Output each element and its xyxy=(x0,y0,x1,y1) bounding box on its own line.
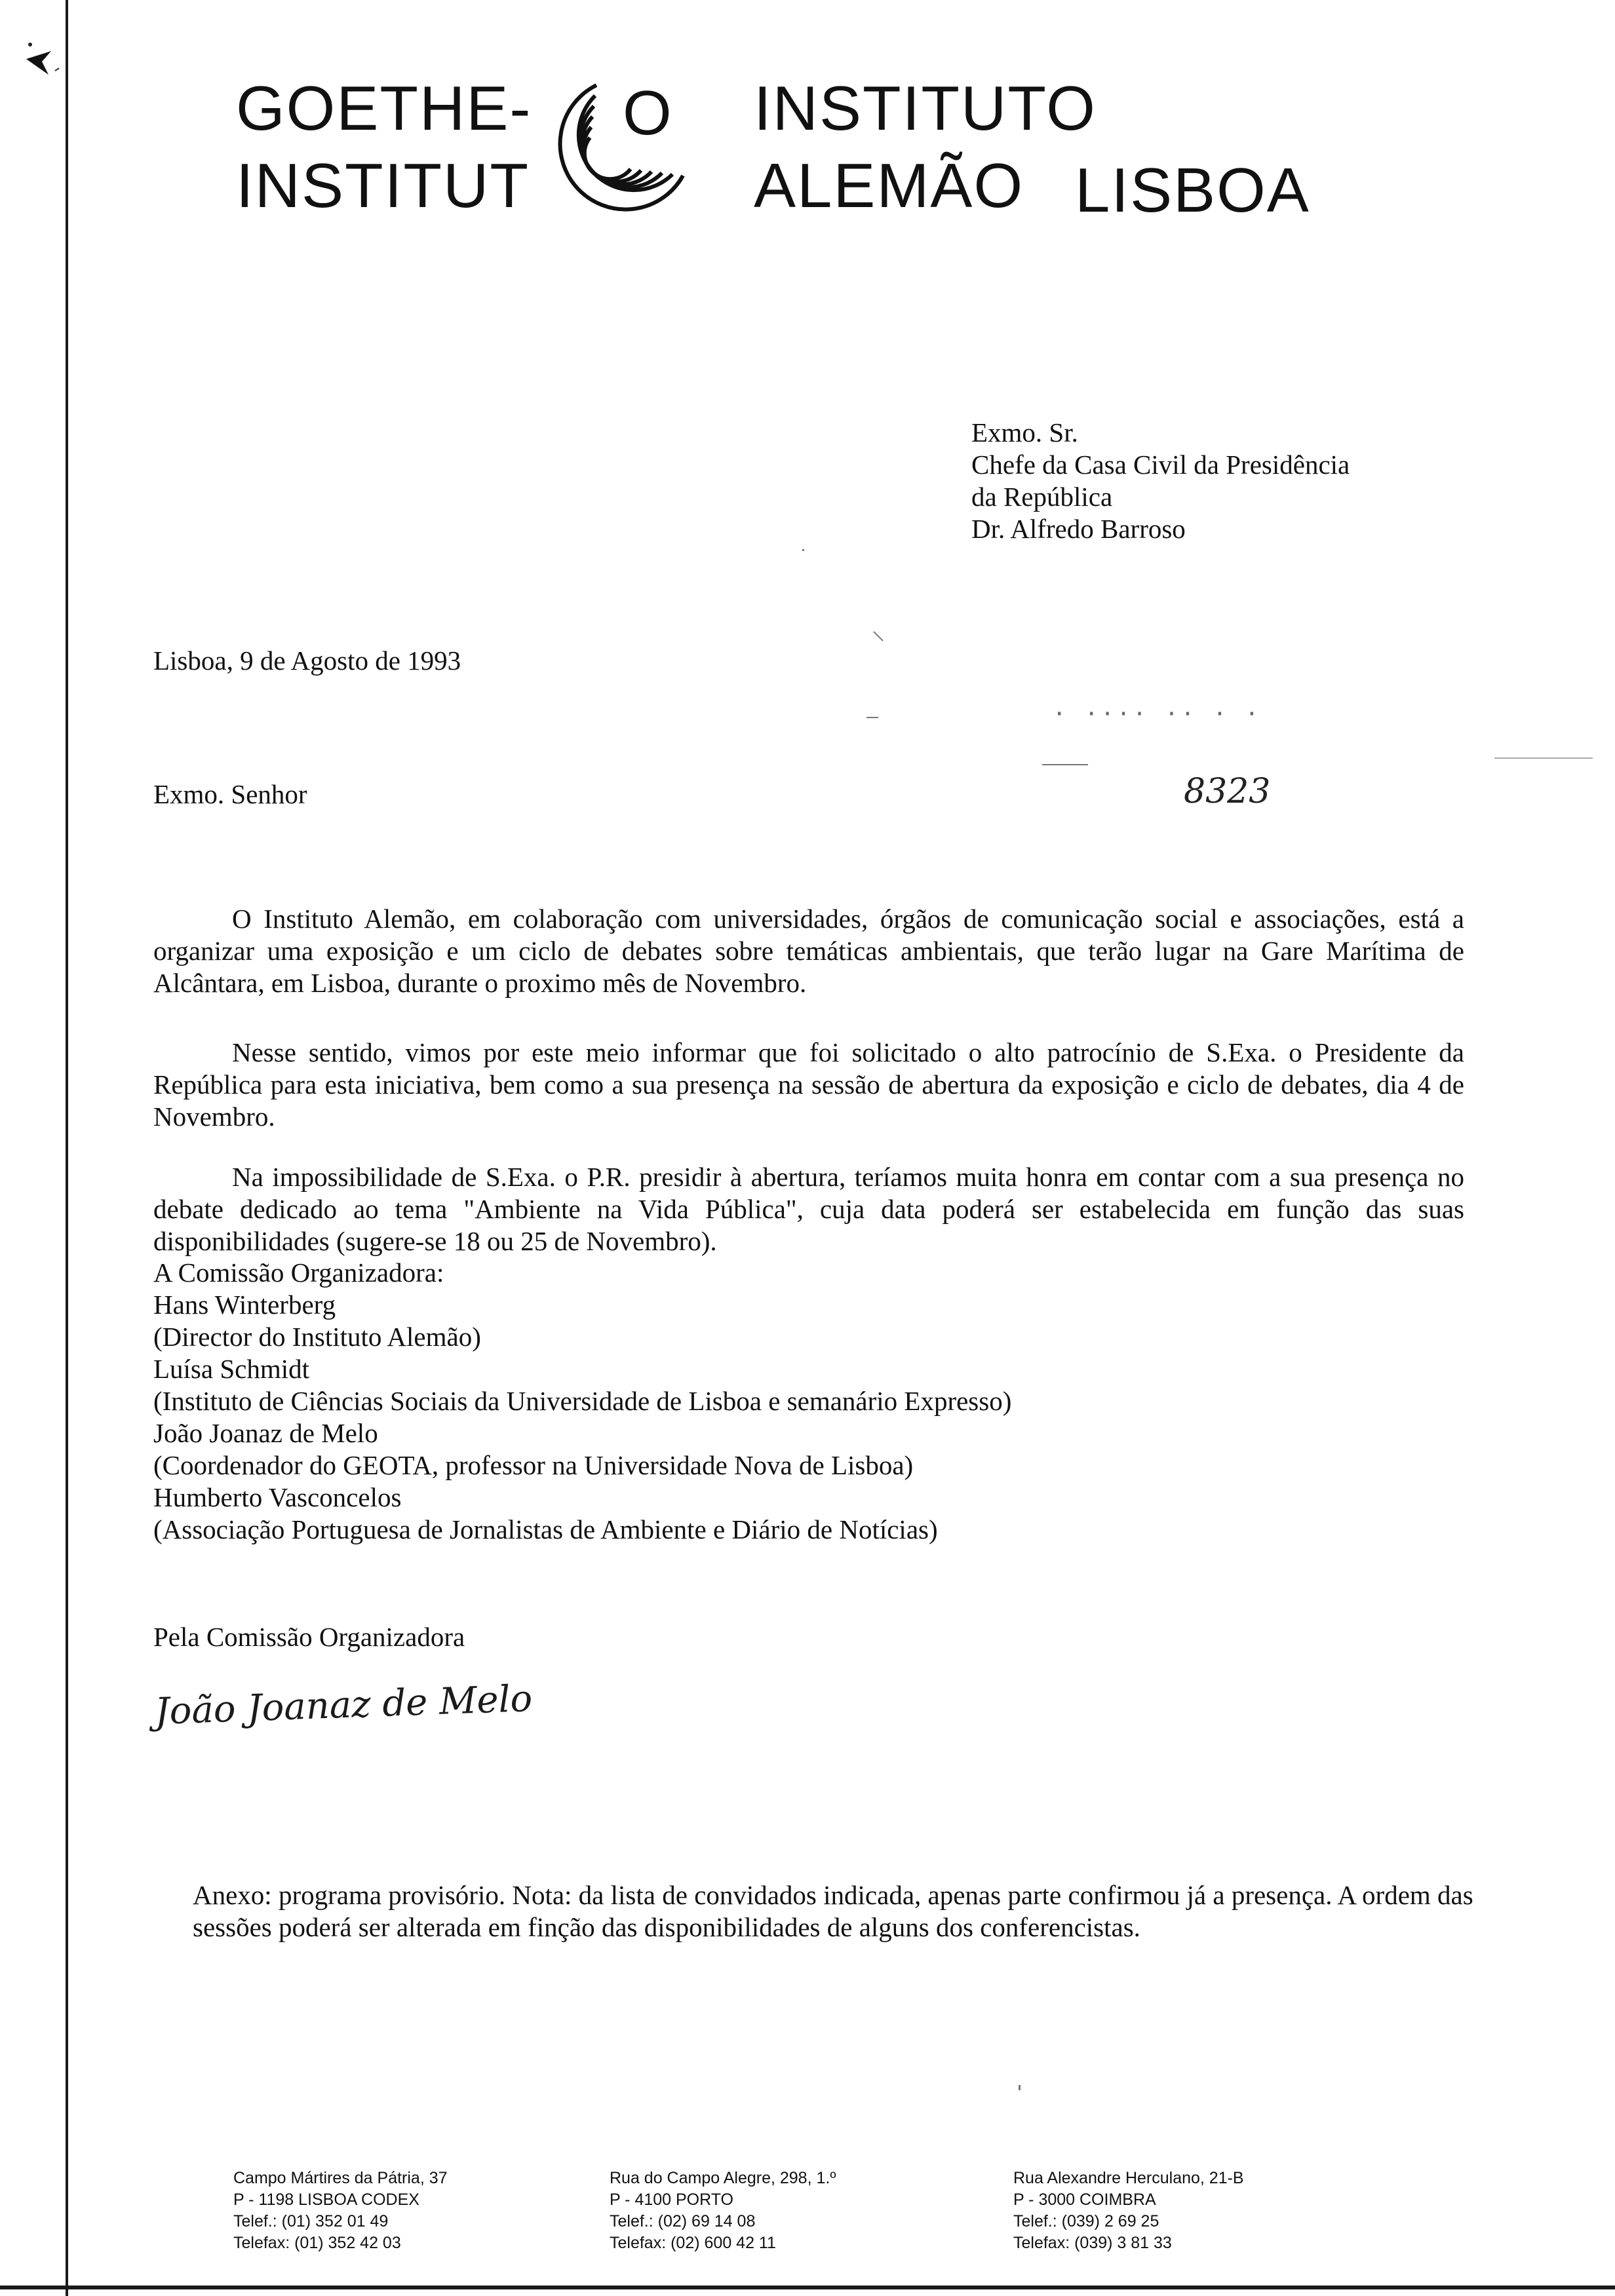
body-paragraph xyxy=(153,1037,1464,1133)
committee-affiliation: (Instituto de Ciências Sociais da Universidade de Lisboa e semanário Expresso) xyxy=(153,1386,1012,1416)
recipient-line: da República xyxy=(971,482,1113,512)
footer-line: Telefax: (02) 600 42 11 xyxy=(610,2234,776,2252)
registry-number: 8323 xyxy=(1184,772,1271,811)
letterhead-institut: INSTITUT xyxy=(236,151,530,221)
footer-address-lisboa xyxy=(233,2168,448,2254)
left-margin-line xyxy=(66,0,68,2296)
committee-member: Humberto Vasconcelos xyxy=(153,1482,402,1512)
letterhead-right xyxy=(754,73,1097,232)
letterhead-o: O xyxy=(623,78,672,148)
committee-affiliation: (Associação Portuguesa de Jornalistas de Ambiente e Diário de Notícias) xyxy=(153,1514,938,1544)
footer-line: Telef.: (02) 69 14 08 xyxy=(610,2212,756,2230)
committee-affiliation: (Director do Instituto Alemão) xyxy=(153,1322,481,1352)
recipient-line: Dr. Alfredo Barroso xyxy=(971,514,1186,544)
committee-member: João Joanaz de Melo xyxy=(153,1418,378,1448)
footer-address-coimbra xyxy=(1013,2168,1244,2254)
committee-member: Luísa Schmidt xyxy=(153,1354,310,1384)
committee-heading: A Comissão Organizadora: xyxy=(153,1257,444,1288)
recipient-line: Chefe da Casa Civil da Presidência xyxy=(971,450,1350,480)
footer-line: Campo Mártires da Pátria, 37 xyxy=(233,2169,448,2187)
letterhead-lisboa: LISBOA xyxy=(1075,155,1310,225)
footer-address-porto xyxy=(610,2168,836,2254)
footer-line: Telef.: (01) 352 01 49 xyxy=(233,2212,389,2230)
closing-line: Pela Comissão Organizadora xyxy=(153,1622,465,1652)
footer-line: Telef.: (039) 2 69 25 xyxy=(1013,2212,1159,2230)
recipient-line: Exmo. Sr. xyxy=(971,417,1078,448)
goethe-logo-icon xyxy=(518,71,701,235)
footer-line: Rua do Campo Alegre, 298, 1.º xyxy=(610,2169,836,2187)
paragraph-text: Na impossibilidade de S.Exa. o P.R. presidir à abertura, teríamos muita honra em contar com a sua presença no debate dedicado ao tema "Ambiente na Vida Pública", cuja data poderá ser estabelecida em função das suas disponibilidades (sugere-se 18 ou 25 de Novembro). xyxy=(153,1162,1464,1256)
footer-line: P - 3000 COIMBRA xyxy=(1013,2191,1156,2209)
paragraph-text: O Instituto Alemão, em colaboração com universidades, órgãos de comunicação social e associações, está a organizar uma exposição e um ciclo de debates sobre temáticas ambientais, que terão lugar na Gare Marítima de Alcântara, em Lisboa, durante o proximo mês de Novembro. xyxy=(153,904,1464,998)
scan-speck xyxy=(1019,2085,1021,2090)
committee-affiliation: (Coordenador do GEOTA, professor na Universidade Nova de Lisboa) xyxy=(153,1450,914,1480)
letterhead-left xyxy=(236,73,532,232)
paragraph-text: Nesse sentido, vimos por este meio informar que foi solicitado o alto patrocínio de S.Exa. o Presidente da República para esta iniciativa, bem como a sua presença na sessão de abertura da exposição e ciclo de debates, dia 4 de Novembro. xyxy=(153,1037,1464,1132)
faded-stamp: · ···· ·· · · xyxy=(1053,701,1262,727)
footer-line: P - 1198 LISBOA CODEX xyxy=(233,2191,419,2209)
corner-mark-icon xyxy=(22,39,62,79)
committee-member: Hans Winterberg xyxy=(153,1290,336,1320)
annex-note: Anexo: programa provisório. Nota: da lista de convidados indicada, apenas parte confirmou já a presença. A ordem das sessões poderá ser alterada em finção das disponibilidades de alguns dos conferencistas. xyxy=(193,1880,1473,1942)
recipient-address xyxy=(971,417,1350,545)
organizing-committee xyxy=(153,1257,1011,1546)
salutation: Exmo. Senhor xyxy=(153,779,307,809)
letter-date: Lisboa, 9 de Agosto de 1993 xyxy=(153,645,461,676)
scan-speck xyxy=(873,631,884,641)
scan-speck xyxy=(1494,757,1593,759)
footer-line: P - 4100 PORTO xyxy=(610,2191,733,2209)
letterhead-goethe: GOETHE- xyxy=(236,73,532,144)
scan-speck xyxy=(866,717,878,718)
footer-line: Telefax: (039) 3 81 33 xyxy=(1013,2234,1172,2252)
scan-speck xyxy=(1042,764,1088,765)
handwritten-signature: João Joanaz de Melo xyxy=(154,1677,534,1734)
letterhead-alemao: ALEMÃO xyxy=(754,151,1024,221)
bottom-edge-line xyxy=(0,2286,1615,2289)
body-paragraph xyxy=(153,1161,1464,1257)
footer-line: Rua Alexandre Herculano, 21-B xyxy=(1013,2169,1244,2187)
body-paragraph xyxy=(153,903,1464,999)
footer-line: Telefax: (01) 352 42 03 xyxy=(233,2234,401,2252)
letterhead-instituto: INSTITUTO xyxy=(754,73,1097,144)
scan-speck xyxy=(802,549,804,551)
